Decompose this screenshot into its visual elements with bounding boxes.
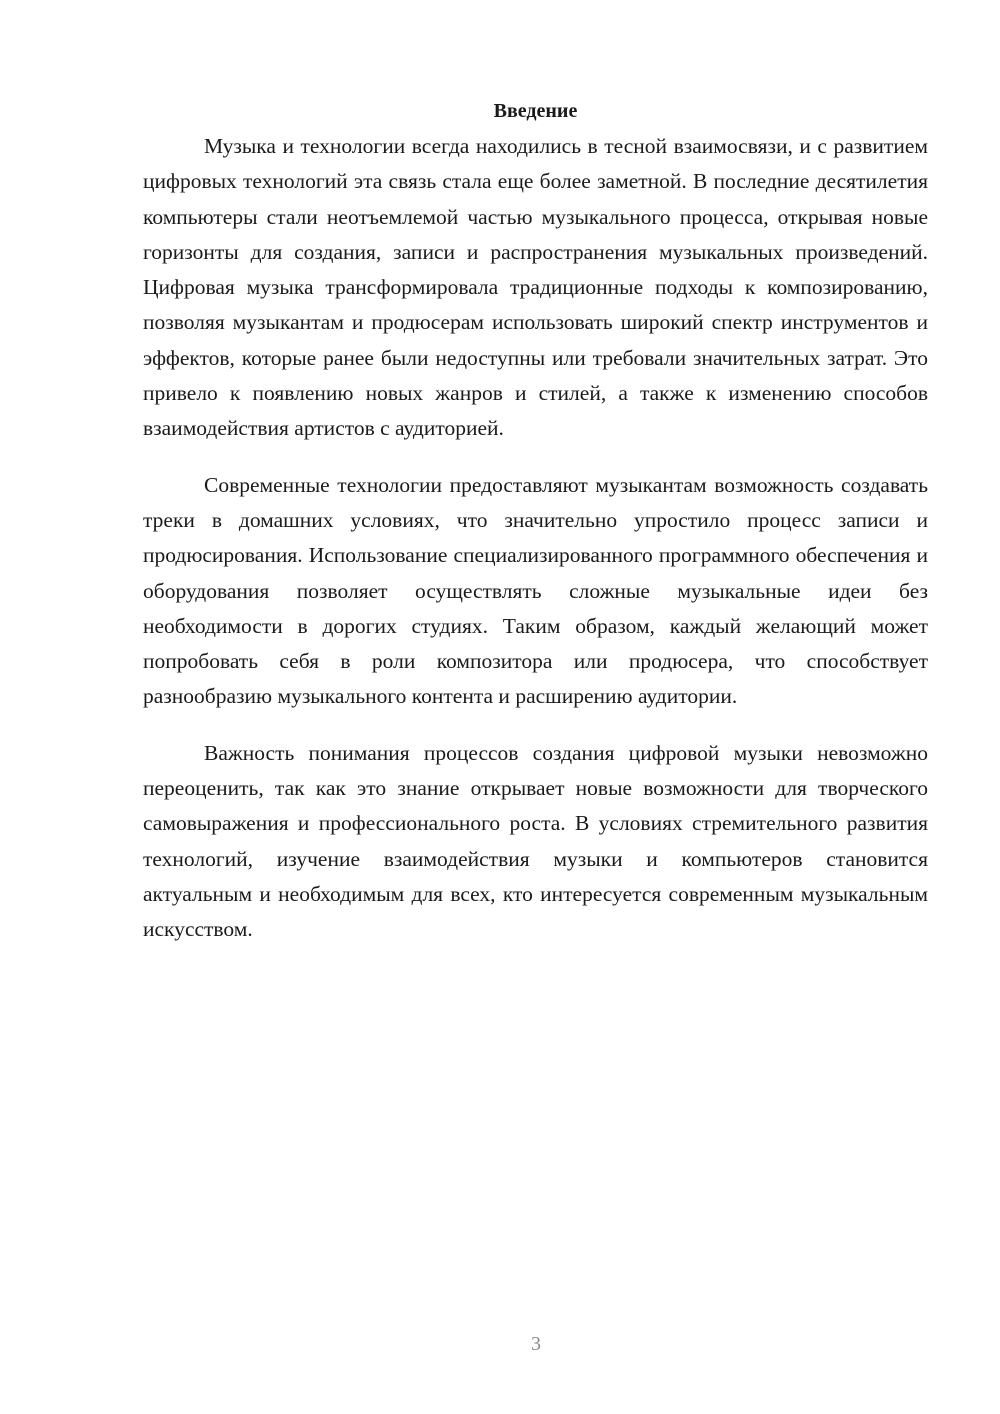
page-content <box>143 94 928 948</box>
section-heading: Введение <box>493 100 578 122</box>
paragraph-2: Современные технологии предоставляют музыкантам возможность создавать треки в домашних условиях, что значительно упростило процесс записи и продюсирования. Использование специализированного программного обеспечения и оборудования позволяет осуществлять сложные музыкальные идеи без необходимости в дорогих студиях. Таким образом, каждый желающий может попробовать себя в роли композитора или продюсера, что способствует разнообразию музыкального контента и расширению аудитории. <box>143 472 928 709</box>
paragraph-3: Важность понимания процессов создания цифровой музыки невозможно переоценить, так как это знание открывает новые возможности для творческого самовыражения и профессионального роста. В условиях стремительного развития технологий, изучение взаимодействия музыки и компьютеров становится актуальным и необходимым для всех, кто интересуется современным музыкальным искусством. <box>143 740 928 942</box>
page-number: 3 <box>531 1333 541 1355</box>
paragraph-1: Музыка и технологии всегда находились в тесной взаимосвязи, и с развитием цифровых технологий эта связь стала еще более заметной. В последние десятилетия компьютеры стали неотъемлемой частью музыкального процесса, открывая новые горизонты для создания, записи и распространения музыкальных произведений. Цифровая музыка трансформировала традиционные подходы к композированию, позволяя музыкантам и продюсерам использовать широкий спектр инструментов и эффектов, которые ранее были недоступны или требовали значительных затрат. Это привело к появлению новых жанров и стилей, а также к изменению способов взаимодействия артистов с аудиторией. <box>143 134 928 441</box>
